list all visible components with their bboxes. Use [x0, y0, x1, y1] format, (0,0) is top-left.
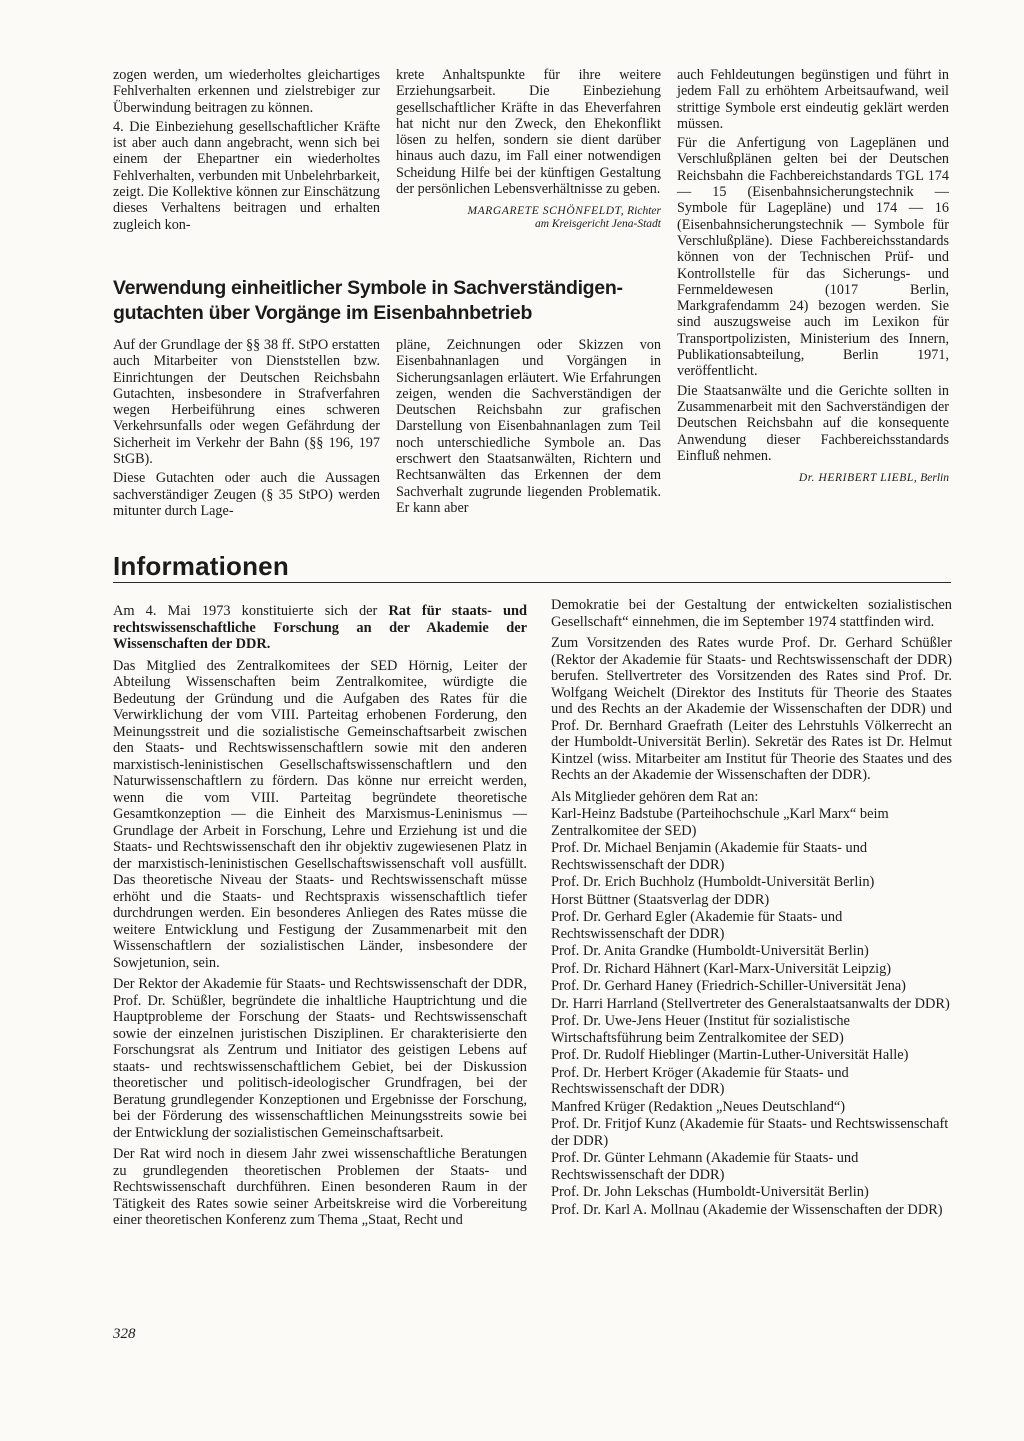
- informationen-column-1: [113, 603, 527, 1229]
- paragraph: pläne, Zeichnungen oder Skizzen von Eisenbahnanlagen und Vorgängen in Sicherungsanlagen erläutert. Wie Erfahrungen zeigen, wenden die Sachverständigen der Deutschen Reichsbahn zur grafischen Darstellung von Eisenbahnanlagen zum Teil noch unterschiedliche Symbole an. Das erschwert den Staatsanwälten, Richtern und Rechtsanwälten das Erkennen der dem Sachverhalt zugrunde liegenden Problematik. Er kann aber: [396, 337, 661, 516]
- paragraph: Demokratie bei der Gestaltung der entwickelten sozialistischen Gesellschaft“ einnehmen, die im September 1974 stattfinden wird.: [551, 597, 952, 630]
- paragraph: Die Staatsanwälte und die Gerichte sollten in Zusammenarbeit mit den Sachverständigen der Deutschen Reichsbahn auf die konsequente Anwendung dieser Fachbereichsstandards Einfluß nehmen.: [677, 382, 949, 464]
- paragraph: Der Rektor der Akademie für Staats- und Rechtswissenschaft der DDR, Prof. Dr. Schüßler, begründete die inhaltliche Hauptrichtung und die Hauptprobleme der Forschung der Staats- und Rechtswissenschaft sowie der einzelnen juristischen Disziplinen. Er charakterisierte den Forschungsrat als Zentrum und Initiator des geistigen Lebens auf staats- und rechtswissenschaftlichem Gebiet, bei der Diskussion theoretischer und politisch-ideologischer Grundfragen, bei der Beratung grundlegender Konzeptionen und Ergebnisse der Forschung, bei der Förderung des wissenschaftlichen Meinungsstreits sowie bei der Entwicklung der sozialistischen Gemeinschaftsarbeit.: [113, 976, 527, 1141]
- member-entry: Prof. Dr. Fritjof Kunz (Akademie für Staats- und Rechtswissenschaft der DDR): [551, 1116, 949, 1149]
- intro-bold-text: Rat für staats- und rechtswissenschaftliche Forschung an der Akademie der Wissenschaften der DDR.: [113, 603, 527, 652]
- article2-column-3: [677, 67, 949, 485]
- member-entry: Horst Büttner (Staatsverlag der DDR): [551, 891, 770, 908]
- member-entry: Prof. Dr. Richard Hähnert (Karl-Marx-Universität Leipzig): [551, 960, 892, 977]
- member-entry: Prof. Dr. Herbert Kröger (Akademie für Staats- und Rechtswissenschaft der DDR): [551, 1064, 849, 1097]
- intro-text: Am 4. Mai 1973 konstituierte sich der: [113, 603, 378, 619]
- author-signature: [396, 205, 661, 231]
- section-divider: [113, 582, 951, 583]
- paragraph: Das Mitglied des Zentralkomitees der SED Hörnig, Leiter der Abteilung Wissenschaften beim Zentralkomitee, würdigte die Bedeutung der Gründung und die Aufgaben des Rates für die Verwirklichung der vom VIII. Parteitag erhobenen Forderung, den Meinungsstreit und die sozialistische Gemeinschaftsarbeit zwischen den Staats- und Rechtswissenschaftlern sowie mit den anderen marxistisch-leninistischen Gesellschaftswissenschaftlern und den Naturwissenschaftlern zu fördern. Das könne nur erreicht werden, wenn die vom VIII. Parteitag begründete theoretische Gesamtkonzeption — die Einheit des Marxismus-Leninismus — Grundlage der Arbeit in Forschung, Lehre und Erziehung ist und die Staats- und Rechtswissenschaft den ihr objektiv zugewiesenen Platz in der marxistisch-leninistischen Gesellschaftswissenschaft voll ausfüllt. Das theoretische Niveau der Staats- und Rechtswissenschaft müsse erhöht und die Staats- und Rechtspraxis wissenschaftlich tiefer durchdrungen werden. Ein besonderes Anliegen des Rates müsse die weitere Entwicklung und Festigung der Zusammenarbeit mit den Wissenschaftlern der sozialistischen Länder, insbesondere der Sowjetunion, sein.: [113, 657, 527, 971]
- article2-headline: [113, 276, 633, 326]
- member-entry: Karl-Heinz Badstube (Parteihochschule „Karl Marx“ beim Zentralkomitee der SED): [551, 806, 889, 839]
- member-entry: Prof. Dr. John Lekschas (Humboldt-Universität Berlin): [551, 1184, 869, 1200]
- member-entry: Manfred Krüger (Redaktion „Neues Deutschland“): [551, 1098, 846, 1115]
- paragraph: zogen werden, um wiederholtes gleichartiges Fehlverhalten erkennen und zielstrebiger zur Überwindung beitragen zu können.: [113, 67, 380, 116]
- member-entry: Prof. Dr. Michael Benjamin (Akademie für Staats- und Rechtswissenschaft der DDR): [551, 840, 868, 873]
- author-name: Dr. HERIBERT LIEBL,: [798, 472, 918, 485]
- paragraph: krete Anhaltspunkte für ihre weitere Erziehungsarbeit. Die Einbeziehung gesellschaftlicher Kräfte in das Eheverfahren hat nicht nur den Zweck, den Ehekonflikt lösen zu helfen, sondern sie dient darüber hinaus auch dazu, im Fall einer notwendigen Scheidung Hilfe bei der künftigen Gestaltung der persönlichen Lebensverhältnisse zu geben.: [396, 67, 661, 198]
- paragraph: Diese Gutachten oder auch die Aussagen sachverständiger Zeugen (§ 35 StPO) werden mitunter durch Lage-: [113, 470, 380, 519]
- author-place: Berlin: [920, 472, 949, 485]
- member-entry: Prof. Dr. Karl A. Mollnau (Akademie der Wissenschaften der DDR): [551, 1201, 943, 1218]
- headline-line: gutachten über Vorgänge im Eisenbahnbetrieb: [113, 302, 533, 324]
- member-entry: Prof. Dr. Anita Grandke (Humboldt-Universität Berlin): [551, 943, 869, 959]
- author-signature: [677, 472, 949, 485]
- member-entry: Prof. Dr. Rudolf Hieblinger (Martin-Luther-Universität Halle): [551, 1047, 909, 1063]
- author-name: MARGARETE SCHÖNFELDT,: [467, 205, 625, 218]
- intro-paragraph: [113, 603, 527, 653]
- paragraph: 4. Die Einbeziehung gesellschaftlicher Kräfte ist aber auch dann angebracht, wenn sich bei einem der Ehepartner ein wiederholtes Fehlverhalten, verbunden mit Unbelehrbarkeit, zeigt. Die Kollektive können zur Einschätzung dieses Verhaltens beitragen und erhalten zugleich kon-: [113, 118, 380, 233]
- paragraph: auch Fehldeutungen begünstigen und führt in jedem Fall zu erhöhtem Arbeitsaufwand, weil strittige Symbole erst eindeutig geklärt werden müssen.: [677, 67, 949, 132]
- headline-line: Verwendung einheitlicher Symbole in Sachverständigen-: [113, 277, 623, 299]
- informationen-column-2: [551, 597, 952, 1218]
- paragraph: Zum Vorsitzenden des Rates wurde Prof. Dr. Gerhard Schüßler (Rektor der Akademie für Staats- und Rechtswissenschaft der DDR) berufen. Stellvertreter des Vorsitzenden des Rates sind Prof. Dr. Wolfgang Weichelt (Direktor des Instituts für Theorie des Staates und des Rechts an der Akademie der Wissenschaften der DDR) und Prof. Dr. Bernhard Graefrath (Leiter des Lehrstuhls Völkerrecht an der Humboldt-Universität Berlin). Sekretär des Rates ist Dr. Helmut Kintzel (wiss. Mitarbeiter am Institut für Theorie des Staates und des Rechts an der Akademie der Wissenschaften der DDR).: [551, 635, 952, 783]
- member-entry: Prof. Dr. Erich Buchholz (Humboldt-Universität Berlin): [551, 874, 875, 890]
- member-list: [551, 806, 952, 1218]
- author-role: Richter: [627, 205, 661, 218]
- paragraph: Der Rat wird noch in diesem Jahr zwei wissenschaftliche Beratungen zu grundlegenden theoretischen Problemen der Staats- und Rechtswissenschaft durchführen. Einen besonderen Raum in der Tätigkeit des Rates sowie seiner Arbeitskreise wird die Vorbereitung einer theoretischen Konferenz zum Thema „Staat, Recht und: [113, 1146, 527, 1228]
- article2-column-1: [113, 337, 380, 519]
- paragraph: Für die Anfertigung von Lageplänen und Verschlußplänen gelten bei der Deutschen Reichsbahn die Fachbereichstandards TGL 174 — 15 (Eisenbahnsicherungstechnik — Symbole für Lagepläne) und 174 — 16 (Eisenbahnsicherungstechnik — Symbole für Verschlußpläne). Diese Fachbereichsstandards können von der Technischen Prüf- und Kontrollstelle für das Sicherungs- und Fernmeldewesen (1017 Berlin, Markgrafendamm 24) bezogen werden. Sie sind auszugsweise auch im Lexikon für Transportpolizisten, Ministerium des Innern, Publikationsabteilung, Berlin 1971, veröffentlicht.: [677, 135, 949, 380]
- article2-column-2: [396, 337, 661, 516]
- member-entry: Prof. Dr. Gerhard Haney (Friedrich-Schiller-Universität Jena): [551, 978, 906, 994]
- member-entry: Dr. Harri Harrland (Stellvertreter des Generalstaatsanwalts der DDR): [551, 995, 950, 1012]
- member-entry: Prof. Dr. Uwe-Jens Heuer (Institut für sozialistische Wirtschaftsführung beim Zentralkomitee der SED): [551, 1013, 850, 1046]
- paragraph: Als Mitglieder gehören dem Rat an:: [551, 788, 759, 805]
- member-entry: Prof. Dr. Günter Lehmann (Akademie für Staats- und Rechtswissenschaft der DDR): [551, 1150, 859, 1183]
- page-number: 328: [113, 1326, 136, 1342]
- article1-column-1: [113, 67, 380, 233]
- paragraph: Auf der Grundlage der §§ 38 ff. StPO erstatten auch Mitarbeiter von Dienststellen bzw. Einrichtungen der Deutschen Reichsbahn Gutachten, insbesondere in Strafverfahren wegen Herbeiführung eines schweren Verkehrsunfalls oder wegen Gefährdung der Sicherheit im Verkehr der Bahn (§§ 196, 197 StGB).: [113, 337, 380, 468]
- member-entry: Prof. Dr. Gerhard Egler (Akademie für Staats- und Rechtswissenschaft der DDR): [551, 909, 843, 942]
- author-court: am Kreisgericht Jena-Stadt: [534, 218, 661, 231]
- article1-column-2: [396, 67, 661, 231]
- section-title-informationen: Informationen: [113, 551, 289, 581]
